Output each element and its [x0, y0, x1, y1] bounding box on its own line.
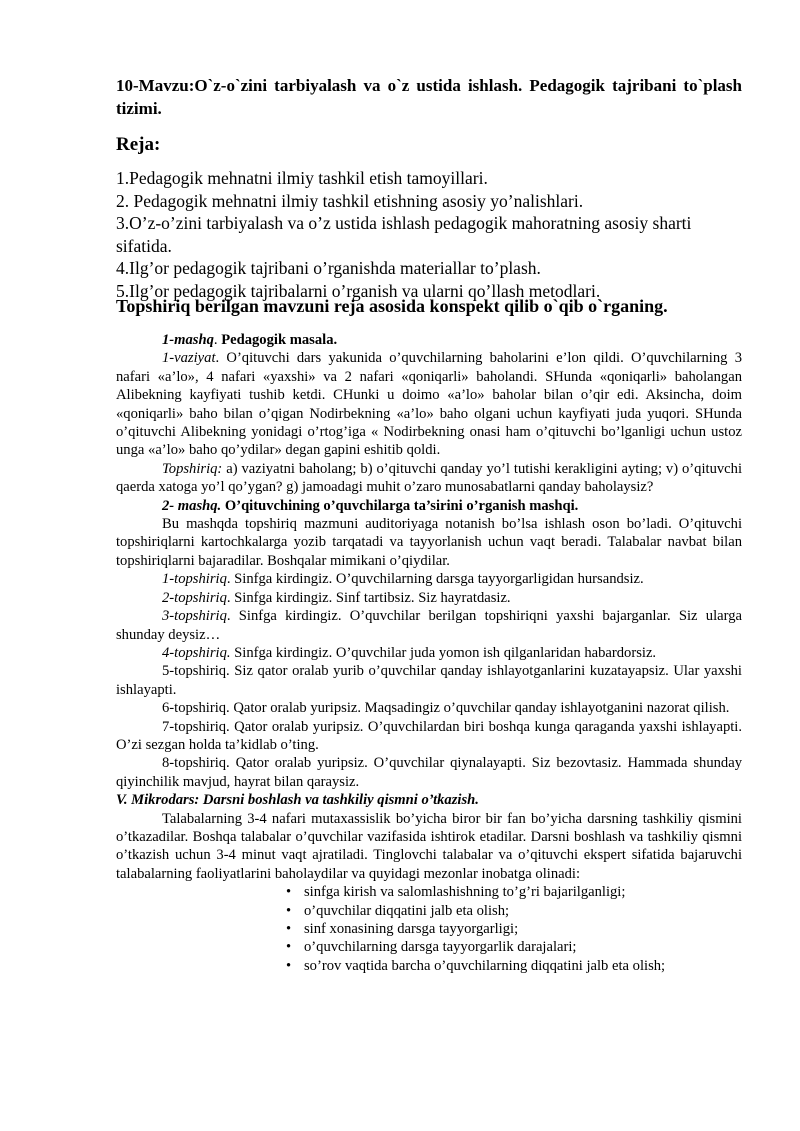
task-label: Topshiriq:	[162, 460, 223, 477]
case-label: 1-vaziyat	[162, 350, 216, 367]
criteria-item	[286, 902, 746, 920]
criteria-item	[286, 883, 746, 901]
item-label: 4-topshiriq.	[162, 644, 231, 661]
criteria-item	[286, 957, 746, 975]
exercise-2-label: 2- mashq.	[162, 497, 222, 514]
exercise-1-task	[116, 460, 742, 497]
bullet-icon: •	[286, 902, 292, 919]
plan-heading: Reja:	[116, 134, 161, 155]
item-label: 1-topshiriq	[162, 571, 227, 588]
plan-list	[116, 167, 742, 302]
plan-item: 3.O’z-o’zini tarbiyalash va o’z ustida ishlash pedagogik mahoratning asosiy sharti sifatida.	[116, 213, 692, 256]
section-5-heading: V. Mikrodars: Darsni boshlash va tashkiliy qismni o’tkazish.	[116, 792, 479, 809]
exercise-2-item: 5-topshiriq. Siz qator oralab yurib o’quvchilar qanday ishlayotganlarini kuzatayapsiz. Ular yaxshi ishlayapti.	[116, 663, 742, 698]
exercise-1-title: Pedagogik masala.	[221, 332, 338, 348]
bullet-icon: •	[286, 921, 292, 937]
plan-item: 2. Pedagogik mehnatni ilmiy tashkil etishning asosiy yo’nalishlari.	[116, 190, 584, 211]
bullet-icon: •	[286, 884, 292, 901]
criteria-item	[286, 938, 746, 956]
criteria-text: sinfga kirish va salomlashishning to’g’ri bajarilganligi;	[304, 884, 626, 901]
exercise-1-label: 1-mashq	[162, 332, 214, 348]
criteria-item	[286, 920, 746, 938]
plan-item: 5.Ilg’or pedagogik tajribalarni o’rganish va ularni qo’llash metodlari.	[116, 280, 601, 301]
exercise-2-item	[116, 644, 742, 662]
document-title: 10-Mavzu:O`z-o`zini tarbiyalash va o`z ustida ishlash. Pedagogik tajribani to`plash tizimi.	[116, 76, 742, 118]
exercise-2-item	[116, 607, 742, 644]
exercise-1-case: 1-vaziyat. O’qituvchi dars yakunida o’quvchilarning baholarini e’lon qildi. O’quvchilarning 3 nafari «a’lo», 4 nafari «yaxshi» va 2 nafari «qoniqarli» baholandi. SHunda «qoniqarli» baholangan Alibekning kayfiyati tushib ketdi. CHunki u doimo «a’lo» baholar bilan o’qir edi. Aksincha, doim «qoniqarli» baho bilan o’qigan Nodirbekning «a’lo» baho olgani uchun kayfiyati juda yuqori. SHunda o’qituvchi Alibekning yonidagi o’rtog’iga « Nodirbekning onasi ham o’qituvchi bo’lganligi uchun ustoz unga «a’lo» baho qo’ydilar» degan gapini eshitib qoldi.	[116, 350, 742, 459]
criteria-list	[286, 883, 746, 975]
case-text: O’qituvchi dars yakunida o’quvchilarning baholarini e’lon qildi. O’quvchilarning 3 nafari «a’lo», 4 nafari «yaxshi» va 2 nafari «qoniqarli» baholandi. SHunda «qoniqarli» baholangan Alibekning kayfiyati tushib ketdi. CHunki u doimo «a’lo» baholar bilan o’qir edi. Aksincha, doim «qoniqarli» baho bilan o’qigan Nodirbekning «a’lo» baho olgani uchun kayfiyati juda yuqori. SHunda o’qituvchi Alibekning yonidagi o’rtog’iga « Nodirbekning onasi ham o’qituvchi bo’lganligi uchun ustoz unga «a’lo» baho qo’ydilar» degan gapini eshitib qoldi.	[116, 350, 742, 459]
criteria-text: o’quvchilarning darsga tayyorgarlik darajalari;	[304, 939, 577, 956]
exercise-2-title: O’qituvchining o’quvchilarga ta’sirini o’rganish mashqi.	[224, 497, 579, 514]
exercise-1-heading: 1-mashq. Pedagogik masala.	[162, 332, 338, 348]
item-text: Sinfga kirdingiz. O’quvchilar juda yomon ish qilganlaridan habardorsiz.	[230, 644, 657, 661]
item-label: 3-topshiriq	[162, 608, 227, 625]
criteria-text: sinf xonasining darsga tayyorgarligi;	[304, 921, 519, 937]
exercise-2-item	[116, 589, 742, 607]
item-text: . Sinfga kirdingiz. O’quvchilarning darsga tayyorgarligidan hursandsiz.	[226, 571, 644, 588]
section-5-text: Talabalarning 3-4 nafari mutaxassislik bo’yicha biror bir fan bo’yicha darsning tashkiliy qismini o’tkazadilar. Boshqa talabalar o’quvchilar vazifasida ishtirok etadilar. Darsni boshlash va tashkiliy qismni o’tkazish uchun 3-4 minut vaqt ajratiladi. Tinglovchi talabalar va o’qituvchi ekspert sifatida bajaruvchi talabalarning faoliyatlarini baholaydilar va quyidagi mezonlar inobatga olinadi:	[116, 810, 742, 882]
document-body	[116, 331, 742, 975]
task-text: a) vaziyatni baholang; b) o’qituvchi qanday yo’l tutishi kerakligini ayting; v) o’qituvchi qaerda xatoga yo’l qo’ygan? g) jamoadagi muhit o’zaro munosabatlarni qanday baholaysiz?	[116, 460, 742, 496]
task-instruction: Topshiriq berilgan mavzuni reja asosida konspekt qilib o`qib o`rganing.	[116, 296, 668, 316]
exercise-2-item: 6-topshiriq. Qator oralab yuripsiz. Maqsadingiz o’quvchilar qanday ishlayotganini nazorat qilish.	[162, 700, 730, 717]
bullet-icon: •	[286, 939, 292, 956]
bullet-icon: •	[286, 957, 292, 974]
criteria-text: so’rov vaqtida barcha o’quvchilarning diqqatini jalb eta olish;	[304, 957, 666, 974]
item-label: 2-topshiriq	[162, 589, 227, 606]
exercise-2-item: 7-topshiriq. Qator oralab yuripsiz. O’quvchilardan biri boshqa kunga qaraganda yaxshi ishlayapti. O’zi sezgan holda ta’kidlab o’ting.	[116, 718, 742, 753]
plan-item: 1.Pedagogik mehnatni ilmiy tashkil etish tamoyillari.	[116, 168, 488, 188]
criteria-text: o’quvchilar diqqatini jalb eta olish;	[304, 902, 510, 919]
plan-item: 4.Ilg’or pedagogik tajribani o’rganishda materiallar to’plash.	[116, 258, 541, 278]
exercise-2-item: 8-topshiriq. Qator oralab yuripsiz. O’quvchilar qiynalayapti. Siz bezovtasiz. Hammada shunday qiyinchilik mavjud, hayrat bilan qaraysiz.	[116, 755, 742, 790]
item-text: . Sinfga kirdingiz. O’quvchilar berilgan topshiriqni yaxshi bajarganlar. Siz ularga shunday deysiz…	[116, 608, 742, 643]
item-text: . Sinfga kirdingiz. Sinf tartibsiz. Siz hayratdasiz.	[226, 589, 511, 606]
exercise-2-intro: Bu mashqda topshiriq mazmuni auditoriyaga notanish bo’lsa ishlash oson bo’ladi. O’qituvchi topshiriqlarni kartochkalarga yozib tarqatadi va tayyorlanish uchun vaqt beradi. Talabalar navbat bilan topshiriqlarni bajaradilar. Boshqalar mimikani o’qiydilar.	[116, 516, 742, 569]
exercise-2-item	[116, 570, 742, 588]
exercise-2-heading	[116, 497, 742, 515]
